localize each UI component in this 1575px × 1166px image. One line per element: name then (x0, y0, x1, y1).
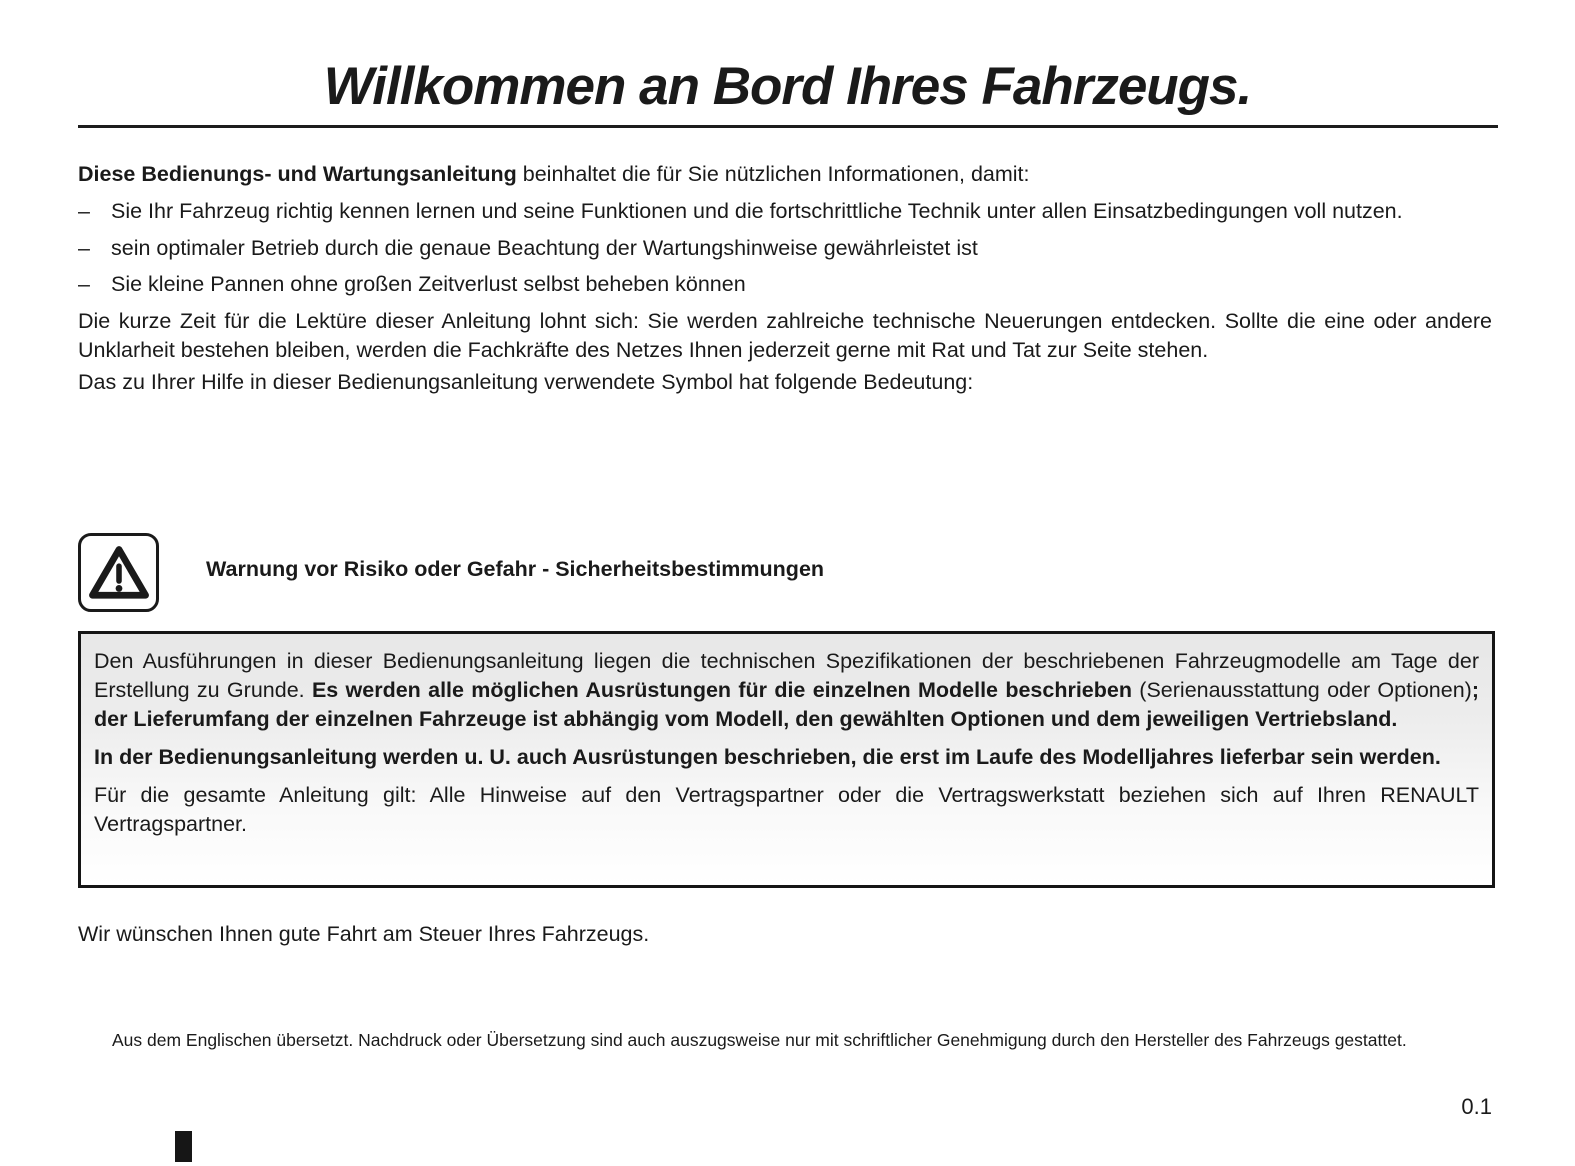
bullet-item (78, 270, 1492, 299)
lecture-paragraph: Die kurze Zeit für die Lektüre dieser Anleitung lohnt sich: Sie werden zahlreiche technische Neuerungen entdecken. Sollte die eine oder andere Unklarheit bestehen bleiben, werden die Fachkräfte des Netzes Ihnen jederzeit gerne mit Rat und Tat zur Seite stehen. (78, 309, 1492, 362)
warning-triangle-glyph (88, 544, 150, 602)
section-tab-marker (175, 1131, 192, 1162)
bullet-dash: – (78, 199, 90, 223)
page-number: 0.1 (1461, 1094, 1492, 1119)
warning-triangle-icon (78, 533, 159, 612)
footnote: Aus dem Englischen übersetzt. Nachdruck oder Übersetzung sind auch auszugsweise nur mit schriftlicher Genehmigung durch den Hersteller des Fahrzeugs gestattet. (112, 1030, 1407, 1050)
symbol-paragraph: Das zu Ihrer Hilfe in dieser Bedienungsanleitung verwendete Symbol hat folgende Bedeutung: (78, 370, 974, 394)
page-title: Willkommen an Bord Ihres Fahrzeugs. (323, 57, 1252, 116)
bullet-item (78, 197, 1492, 226)
closing-paragraph: Wir wünschen Ihnen gute Fahrt am Steuer Ihres Fahrzeugs. (78, 922, 650, 946)
intro-rest-text: beinhaltet die für Sie nützlichen Informationen, damit: (516, 162, 1030, 186)
notice-box (78, 631, 1495, 888)
notice-paragraph-3: Für die gesamte Anleitung gilt: Alle Hinweise auf den Vertragspartner oder die Vertragswerkstatt beziehen sich auf Ihren RENAULT Vertragspartner. (94, 783, 1479, 836)
bullet-text: Sie kleine Pannen ohne großen Zeitverlust selbst beheben können (111, 272, 746, 296)
bullet-text: Sie Ihr Fahrzeug richtig kennen lernen und seine Funktionen und die fortschrittliche Technik unter allen Einsatzbedingungen voll nutzen. (111, 199, 1403, 223)
notice-paragraph-2: In der Bedienungsanleitung werden u. U. auch Ausrüstungen beschrieben, die erst im Laufe des Modelljahres lieferbar sein werden. (94, 745, 1441, 769)
notice-paragraph-1 (94, 647, 1479, 734)
bullet-dash: – (78, 236, 90, 260)
notice-p1-paren: (Serienausstattung oder Optionen) (1131, 678, 1472, 702)
bullet-dash: – (78, 272, 90, 296)
notice-p1-normal: Den Ausführungen in dieser Bedienungsanleitung liegen die technischen Spezifikationen der beschriebenen Fahrzeugmodelle am Tage der Erstellung zu Grunde. (94, 649, 1479, 702)
warning-label: Warnung vor Risiko oder Gefahr - Sicherheitsbestimmungen (206, 557, 825, 581)
intro-paragraph (78, 160, 1492, 189)
notice-p1-bold: Es werden alle möglichen Ausrüstungen für die einzelnen Modelle beschrieben (311, 678, 1132, 702)
bullet-text: sein optimaler Betrieb durch die genaue Beachtung der Wartungshinweise gewährleistet ist (111, 236, 978, 260)
intro-bold-text: Diese Bedienungs- und Wartungsanleitung (78, 162, 517, 186)
title-divider (78, 125, 1498, 128)
bullet-item (78, 234, 1492, 263)
notice-p1-bold-2: ; der Lieferumfang der einzelnen Fahrzeuge ist abhängig vom Modell, den gewählten Optionen und dem jeweiligen Vertriebsland. (94, 678, 1480, 731)
